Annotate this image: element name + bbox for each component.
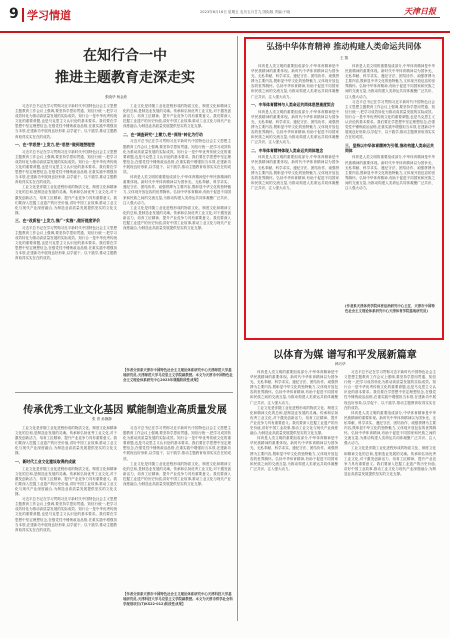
article2-author-note: (作者系天津体育学院体育法治研究中心主任、天津市中国特色社会主义理论体系研究中心天津体育学院基地研究员) bbox=[345, 304, 435, 313]
subheading: 一、在“学思想”上发力,把“思想”做到理想理想 bbox=[15, 142, 95, 148]
page-number: 9 bbox=[9, 6, 19, 22]
body-paragraph: 体育是人类文明的重要组成部分,中华体育精神是中华民族精神的重要体现。新时代中华体育精神以为国争光、无私奉献、科学求实、遵纪守法、团结协作、顽强拼搏为主要内容,既彰显中华文化的独特魅力,又体现开放包容的世界胸怀。弘扬中华体育精神,有助于促进不同国家和民族之间的交流互鉴,为推动构建人类命运共同体凝聚广泛共识、注入强大动力。 bbox=[345, 155, 435, 190]
article1-author-note: 【作者分别系天津市中国特色社会主义理论体系研究中心天津师范大学基地研究员,天津师范大学马克思主义学院副教授。本文为天津市中国特色社会主义理论体系研究中心2023年课题阶段性成果】 bbox=[123, 368, 233, 382]
subheading: 三、坚持以中华体育精神为引领,推动构建人类命运共同体 bbox=[345, 142, 434, 153]
article2-col1 bbox=[251, 64, 339, 324]
section-marker bbox=[22, 8, 24, 22]
newspaper-logo: 天津日报 bbox=[404, 7, 436, 16]
column-divider bbox=[237, 36, 238, 621]
body-paragraph: 习近平总书记在学习贯彻习近平新时代中国特色社会主义思想主题教育工作会议上强调,要坚持学思用贯通、知信行统一,把学习成效转化为推动高质量发展的实际成效。知行合一是中华优秀传统文化的重要命题,也是马克思主义认识论的基本要求。我们要在学思想中坚定理想信念,在强党性中锤炼政治品格,在重实践中增强担当本领,在建新功中展现良好形象,以学促干、以干践学,推动主题教育取得实实在在的成效。 bbox=[123, 139, 231, 175]
body-paragraph: 工业文化是伴随工业化进程形成的物质文化、制度文化和精神文化的总和,是制造业发展的灵魂。传承和弘扬优秀工业文化,对于激发创新活力、培育工匠精神、提升产业竞争力具有重要意义。我们要深入挖掘工业遗产的历史价值,讲好中国工业故事,推动工业文化与现代产业深度融合,为制造业高质量发展提供坚实的文化支撑。 bbox=[15, 426, 117, 456]
article3-col1 bbox=[250, 370, 338, 625]
body-paragraph: 工业文化是伴随工业化进程形成的物质文化、制度文化和精神文化的总和,是制造业发展的灵魂。传承和弘扬优秀工业文化,对于激发创新活力、培育工匠精神、提升产业竞争力具有重要意义。我们要深入挖掘工业遗产的历史价值,讲好中国工业故事,推动工业文化与现代产业深度融合,为制造业高质量发展提供坚实的文化支撑。 bbox=[123, 205, 231, 231]
masthead bbox=[0, 0, 450, 33]
article1-title-line2: 推进主题教育走深走实 bbox=[55, 70, 195, 86]
masthead-rule bbox=[230, 17, 440, 18]
body-paragraph: 工业文化是伴随工业化进程形成的物质文化、制度文化和精神文化的总和,是制造业发展的灵魂。传承和弘扬优秀工业文化,对于激发创新活力、培育工匠精神、提升产业竞争力具有重要意义。我们要深入挖掘工业遗产的历史价值,讲好中国工业故事,推动工业文化与现代产业深度融合,为制造业高质量发展提供坚实的文化支撑。 bbox=[123, 104, 231, 129]
article2-title[interactable]: 弘扬中华体育精神 推动构建人类命运共同体 bbox=[266, 42, 422, 51]
subheading: 二、在“调查研究”上着力,把“深刻”转化为行动 bbox=[123, 131, 203, 137]
subheading: 一、中华体育精神与人类命运共同体思想高度契合 bbox=[251, 102, 335, 108]
body-paragraph: 体育是人类文明的重要组成部分,中华体育精神是中华民族精神的重要体现。新时代中华体育精神以为国争光、无私奉献、科学求实、遵纪守法、团结协作、顽强拼搏为主要内容,既彰显中华文化的独特魅力,又体现开放包容的世界胸怀。弘扬中华体育精神,有助于促进不同国家和民族之间的交流互鉴,为推动构建人类命运共同体凝聚广泛共识、注入强大动力。 bbox=[344, 410, 436, 446]
body-paragraph: 习近平总书记在学习贯彻习近平新时代中国特色社会主义思想主题教育工作会议上强调,要坚持学思用贯通、知信行统一,把学习成效转化为推动高质量发展的实际成效。知行合一是中华优秀传统文化的重要命题,也是马克思主义认识论的基本要求。我们要在学思想中坚定理想信念,在强党性中锤炼政治品格,在重实践中增强担当本领,在建新功中展现良好形象,以学促干、以干践学,推动主题教育取得实实在在的成效。 bbox=[344, 370, 436, 410]
body-paragraph: 工业文化是伴随工业化进程形成的物质文化、制度文化和精神文化的总和,是制造业发展的灵魂。传承和弘扬优秀工业文化,对于激发创新活力、培育工匠精神、提升产业竞争力具有重要意义。我们要深入挖掘工业遗产的历史价值,讲好中国工业故事,推动工业文化与现代产业深度融合,为制造业高质量发展提供坚实的文化支撑。 bbox=[15, 185, 117, 215]
article4-col1 bbox=[15, 426, 117, 624]
article4-author-note: 【作者分别系天津市中国特色社会主义理论体系研究中心天津科技大学基地研究员,天津科技大学马克思主义学院副教授。本文为天津市哲学社会科学规划项目(TJKS22-012)阶段性成果】 bbox=[123, 592, 233, 606]
body-paragraph: 习近平总书记在学习贯彻习近平新时代中国特色社会主义思想主题教育工作会议上强调,要坚持学思用贯通、知信行统一,把学习成效转化为推动高质量发展的实际成效。知行合一是中华优秀传统文化的重要命题,也是马克思主义认识论的基本要求。我们要在学思想中坚定理想信念,在强党性中锤炼政治品格,在重实践中增强担当本领,在建新功中展现良好形象,以学促干、以干践学,推动主题教育取得实实在在的成效。 bbox=[15, 497, 117, 532]
body-paragraph: 习近平总书记在学习贯彻习近平新时代中国特色社会主义思想主题教育工作会议上强调,要坚持学思用贯通、知信行统一,把学习成效转化为推动高质量发展的实际成效。知行合一是中华优秀传统文化的重要命题,也是马克思主义认识论的基本要求。我们要在学思想中坚定理想信念,在强党性中锤炼政治品格,在重实践中增强担当本领,在建新功中展现良好形象,以学促干、以干践学,推动主题教育取得实实在在的成效。 bbox=[15, 225, 117, 261]
body-paragraph: 习近平总书记在学习贯彻习近平新时代中国特色社会主义思想主题教育工作会议上强调,要坚持学思用贯通、知信行统一,把学习成效转化为推动高质量发展的实际成效。知行合一是中华优秀传统文化的重要命题,也是马克思主义认识论的基本要求。我们要在学思想中坚定理想信念,在强党性中锤炼政治品格,在重实践中增强担当本领,在建新功中展现良好形象,以学促干、以干践学,推动主题教育取得实实在在的成效。 bbox=[123, 426, 231, 461]
article1-col2 bbox=[123, 104, 231, 366]
article1-byline: 张晓华 杨金欣 bbox=[105, 95, 128, 99]
body-paragraph: 工业文化是伴随工业化进程形成的物质文化、制度文化和精神文化的总和,是制造业发展的灵魂。传承和弘扬优秀工业文化,对于激发创新活力、培育工匠精神、提升产业竞争力具有重要意义。我们要深入挖掘工业遗产的历史价值,讲好中国工业故事,推动工业文化与现代产业深度融合,为制造业高质量发展提供坚实的文化支撑。 bbox=[250, 405, 338, 436]
body-paragraph: 习近平总书记在学习贯彻习近平新时代中国特色社会主义思想主题教育工作会议上强调,要坚持学思用贯通、知信行统一,把学习成效转化为推动高质量发展的实际成效。知行合一是中华优秀传统文化的重要命题,也是马克思主义认识论的基本要求。我们要在学思想中坚定理想信念,在强党性中锤炼政治品格,在重实践中增强担当本领,在建新功中展现良好形象,以学促干、以干践学,推动主题教育取得实实在在的成效。 bbox=[345, 99, 435, 140]
article3-title[interactable]: 以体育为媒 谱写和平发展新篇章 bbox=[273, 350, 417, 361]
article4-byline: 张 青 孙静静 bbox=[92, 417, 112, 421]
body-paragraph: 体育是人类文明的重要组成部分,中华体育精神是中华民族精神的重要体现。新时代中华体育精神以为国争光、无私奉献、科学求实、遵纪守法、团结协作、顽强拼搏为主要内容,既彰显中华文化的独特魅力,又体现开放包容的世界胸怀。弘扬中华体育精神,有助于促进不同国家和民族之间的交流互鉴,为推动构建人类命运共同体凝聚广泛共识、注入强大动力。 bbox=[250, 370, 338, 405]
body-paragraph: 工业文化是伴随工业化进程形成的物质文化、制度文化和精神文化的总和,是制造业发展的灵魂。传承和弘扬优秀工业文化,对于激发创新活力、培育工匠精神、提升产业竞争力具有重要意义。我们要深入挖掘工业遗产的历史价值,讲好中国工业故事,推动工业文化与现代产业深度融合,为制造业高质量发展提供坚实的文化支撑。 bbox=[344, 446, 436, 476]
body-paragraph: 工业文化是伴随工业化进程形成的物质文化、制度文化和精神文化的总和,是制造业发展的灵魂。传承和弘扬优秀工业文化,对于激发创新活力、培育工匠精神、提升产业竞争力具有重要意义。我们要深入挖掘工业遗产的历史价值,讲好中国工业故事,推动工业文化与现代产业深度融合,为制造业高质量发展提供坚实的文化支撑。 bbox=[15, 466, 117, 497]
article2-byline: 王 黎 bbox=[340, 56, 349, 60]
body-paragraph: 体育是人类文明的重要组成部分,中华体育精神是中华民族精神的重要体现。新时代中华体育精神以为国争光、无私奉献、科学求实、遵纪守法、团结协作、顽强拼搏为主要内容,既彰显中华文化的独特魅力,又体现开放包容的世界胸怀。弘扬中华体育精神,有助于促进不同国家和民族之间的交流互鉴,为推动构建人类命运共同体凝聚广泛共识、注入强大动力。 bbox=[251, 64, 339, 99]
article4-title[interactable]: 传承优秀工业文化基因 赋能制造业高质量发展 bbox=[23, 405, 227, 416]
body-paragraph: 体育是人类文明的重要组成部分,中华体育精神是中华民族精神的重要体现。新时代中华体育精神以为国争光、无私奉献、科学求实、遵纪守法、团结协作、顽强拼搏为主要内容,既彰显中华文化的独特魅力,又体现开放包容的世界胸怀。弘扬中华体育精神,有助于促进不同国家和民族之间的交流互鉴,为推动构建人类命运共同体凝聚广泛共识、注入强大动力。 bbox=[345, 64, 435, 99]
section-title: 学习情道 bbox=[27, 9, 71, 22]
article1-title[interactable] bbox=[15, 45, 235, 89]
article4-col2 bbox=[123, 426, 231, 588]
body-paragraph: 工业文化是伴随工业化进程形成的物质文化、制度文化和精神文化的总和,是制造业发展的灵魂。传承和弘扬优秀工业文化,对于激发创新活力、培育工匠精神、提升产业竞争力具有重要意义。我们要深入挖掘工业遗产的历史价值,讲好中国工业故事,推动工业文化与现代产业深度融合,为制造业高质量发展提供坚实的文化支撑。 bbox=[123, 461, 231, 487]
body-paragraph: 体育是人类文明的重要组成部分,中华体育精神是中华民族精神的重要体现。新时代中华体育精神以为国争光、无私奉献、科学求实、遵纪守法、团结协作、顽强拼搏为主要内容,既彰显中华文化的独特魅力,又体现开放包容的世界胸怀。弘扬中华体育精神,有助于促进不同国家和民族之间的交流互鉴,为推动构建人类命运共同体凝聚广泛共识、注入强大动力。 bbox=[251, 109, 339, 145]
article1-col1 bbox=[15, 104, 117, 368]
article2-col2 bbox=[345, 64, 435, 302]
subheading: 一、新时代工业文化建设取得的成就 bbox=[15, 459, 76, 465]
article-divider bbox=[15, 392, 233, 393]
article1-title-line1: 在知行合一中 bbox=[83, 48, 167, 64]
article3-byline: 韩巧华 bbox=[335, 362, 346, 366]
body-paragraph: 习近平总书记在学习贯彻习近平新时代中国特色社会主义思想主题教育工作会议上强调,要坚持学思用贯通、知信行统一,把学习成效转化为推动高质量发展的实际成效。知行合一是中华优秀传统文化的重要命题,也是马克思主义认识论的基本要求。我们要在学思想中坚定理想信念,在强党性中锤炼政治品格,在重实践中增强担当本领,在建新功中展现良好形象,以学促干、以干践学,推动主题教育取得实实在在的成效。 bbox=[15, 149, 117, 185]
subheading: 二、中华体育精神体现人类命运共同体理念 bbox=[251, 147, 324, 153]
body-paragraph: 习近平总书记在学习贯彻习近平新时代中国特色社会主义思想主题教育工作会议上强调,要坚持学思用贯通、知信行统一,把学习成效转化为推动高质量发展的实际成效。知行合一是中华优秀传统文化的重要命题,也是马克思主义认识论的基本要求。我们要在学思想中坚定理想信念,在强党性中锤炼政治品格,在重实践中增强担当本领,在建新功中展现良好形象,以学促干、以干践学,推动主题教育取得实实在在的成效。 bbox=[15, 104, 117, 139]
body-paragraph: 体育是人类文明的重要组成部分,中华体育精神是中华民族精神的重要体现。新时代中华体育精神以为国争光、无私奉献、科学求实、遵纪守法、团结协作、顽强拼搏为主要内容,既彰显中华文化的独特魅力,又体现开放包容的世界胸怀。弘扬中华体育精神,有助于促进不同国家和民族之间的交流互鉴,为推动构建人类命运共同体凝聚广泛共识、注入强大动力。 bbox=[251, 155, 339, 190]
body-paragraph: 体育是人类文明的重要组成部分,中华体育精神是中华民族精神的重要体现。新时代中华体育精神以为国争光、无私奉献、科学求实、遵纪守法、团结协作、顽强拼搏为主要内容,既彰显中华文化的独特魅力,又体现开放包容的世界胸怀。弘扬中华体育精神,有助于促进不同国家和民族之间的交流互鉴,为推动构建人类命运共同体凝聚广泛共识、注入强大动力。 bbox=[123, 175, 231, 205]
article3-col2 bbox=[344, 370, 436, 625]
date-line: 2023年6月16日 星期五 农历五月廿九 国际版 责编:于晓 bbox=[200, 10, 291, 14]
body-paragraph: 体育是人类文明的重要组成部分,中华体育精神是中华民族精神的重要体现。新时代中华体育精神以为国争光、无私奉献、科学求实、遵纪守法、团结协作、顽强拼搏为主要内容,既彰显中华文化的独特魅力,又体现开放包容的世界胸怀。弘扬中华体育精神,有助于促进不同国家和民族之间的交流互鉴,为推动构建人类命运共同体凝聚广泛共识、注入强大动力。 bbox=[250, 436, 338, 471]
subheading: 三、在“改质检”上发力,推广“实施”,做好提度评价 bbox=[15, 218, 101, 224]
